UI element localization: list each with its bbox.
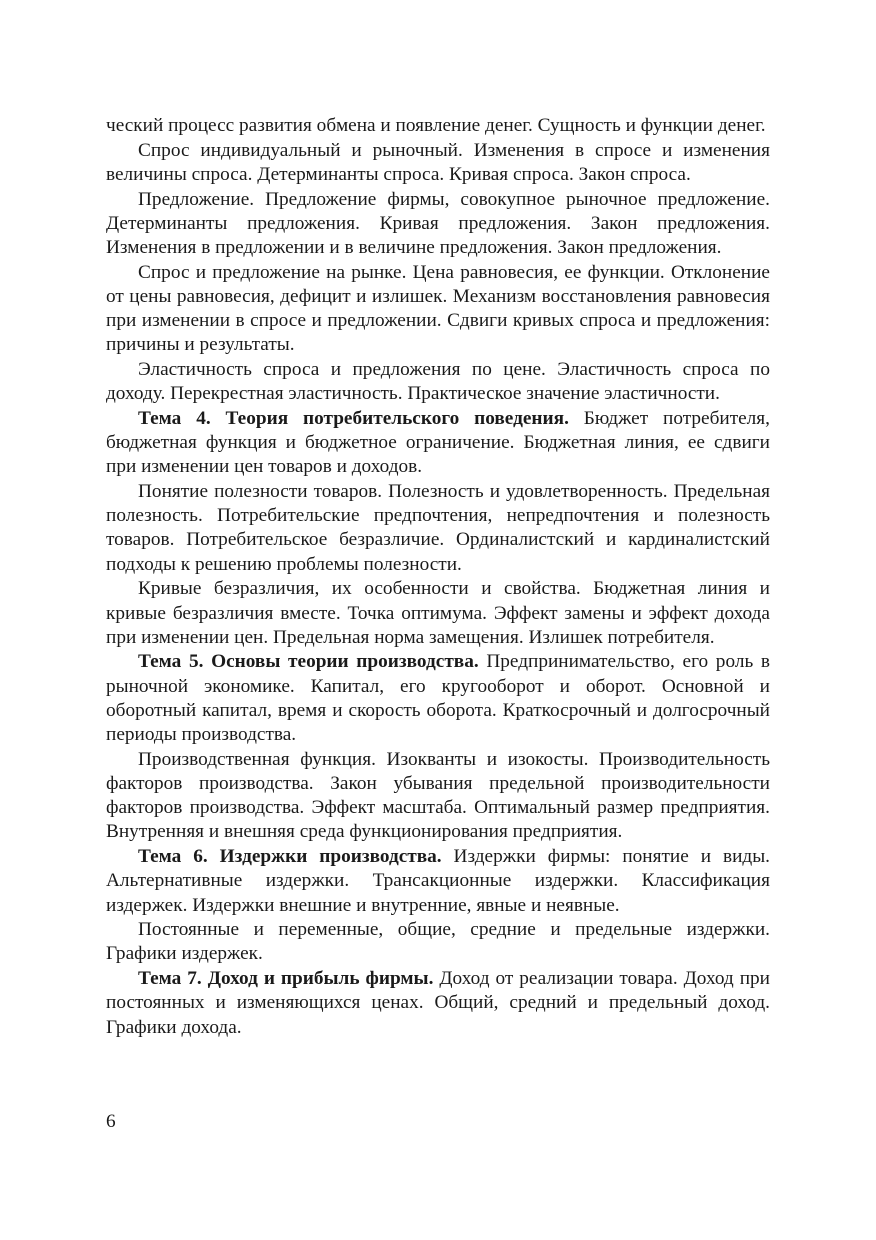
topic-4-heading: Тема 4. Теория потребительского поведения. (138, 407, 569, 429)
body-text (106, 114, 770, 1040)
paragraph-utility (106, 480, 770, 577)
paragraph-text: Предпринимательство, его роль в рыночной экономике. Капитал, его кругооборот и оборот. Основной и оборотный капитал, время и скорость оборота. Краткосрочный и долгосрочный периоды производства. (106, 651, 770, 746)
paragraph-topic-4 (106, 407, 770, 480)
paragraph-market-equilibrium (106, 261, 770, 358)
paragraph-costs (106, 918, 770, 966)
paragraph-text: Издержки фирмы: понятие и виды. Альтернативные издержки. Трансакционные издержки. Классификация издержек. Издержки внешние и внутренние, явные и неявные. (106, 846, 770, 916)
paragraph-money-continuation (106, 114, 770, 138)
paragraph-production-function (106, 748, 770, 845)
paragraph-text: Доход от реализации товара. Доход при постоянных и изменяющихся ценах. Общий, средний и предельный доход. Графики дохода. (106, 968, 770, 1038)
paragraph-topic-6 (106, 845, 770, 918)
paragraph-topic-5 (106, 650, 770, 747)
topic-6-heading: Тема 6. Издержки производства. (138, 846, 442, 868)
paragraph-elasticity (106, 358, 770, 406)
paragraph-text: Производственная функция. Изокванты и изокосты. Производительность факторов производства. Закон убывания предельной производительности факторов производства. Эффект масштаба. Оптимальный размер предприятия. Внутренняя и внешняя среда функционирования предприятия. (106, 748, 770, 843)
paragraph-text: Предложение. Предложение фирмы, совокупное рыночное предложение. Детерминанты предложения. Кривая предложения. Закон предложения. Изменения в предложении и в величине предложения. Закон предложения. (106, 188, 770, 259)
paragraph-text: Кривые безразличия, их особенности и свойства. Бюджетная линия и кривые безразличия вместе. Точка оптимума. Эффект замены и эффект дохода при изменении цен. Предельная норма замещения. Излишек потребителя. (106, 578, 770, 648)
topic-5-heading: Тема 5. Основы теории производства. (138, 651, 479, 673)
page-number: 6 (106, 1111, 116, 1132)
paragraph-topic-7 (106, 967, 770, 1040)
paragraph-text: Эластичность спроса и предложения по цене. Эластичность спроса по доходу. Перекрестная эластичность. Практическое значение эластичности. (106, 359, 770, 405)
paragraph-demand (106, 139, 770, 187)
paragraph-text: ческий процесс развития обмена и появление денег. Сущность и функции денег. (106, 115, 766, 136)
paragraph-text: Спрос и предложение на рынке. Цена равновесия, ее функции. Отклонение от цены равновесия, дефицит и излишек. Механизм восстановления равновесия при изменении в спросе и предложении. Сдвиги кривых спроса и предложения: причины и результаты. (106, 261, 770, 356)
topic-7-heading: Тема 7. Доход и прибыль фирмы. (138, 968, 434, 990)
paragraph-text: Бюджет потребителя, бюджетная функция и бюджетное ограничение. Бюджетная линия, ее сдвиги при изменении цен товаров и доходов. (106, 407, 770, 478)
paragraph-text: Спрос индивидуальный и рыночный. Изменения в спросе и изменения величины спроса. Детерминанты спроса. Кривая спроса. Закон спроса. (106, 139, 770, 185)
paragraph-text: Понятие полезности товаров. Полезность и удовлетворенность. Предельная полезность. Потребительские предпочтения, непредпочтения и полезность товаров. Потребительское безразличие. Ординалистский и кардиналистский подходы к решению проблемы полезности. (106, 481, 770, 575)
paragraph-supply (106, 188, 770, 261)
paragraph-text: Постоянные и переменные, общие, средние и предельные издержки. Графики издержек. (106, 919, 770, 965)
paragraph-indifference-curves (106, 577, 770, 650)
